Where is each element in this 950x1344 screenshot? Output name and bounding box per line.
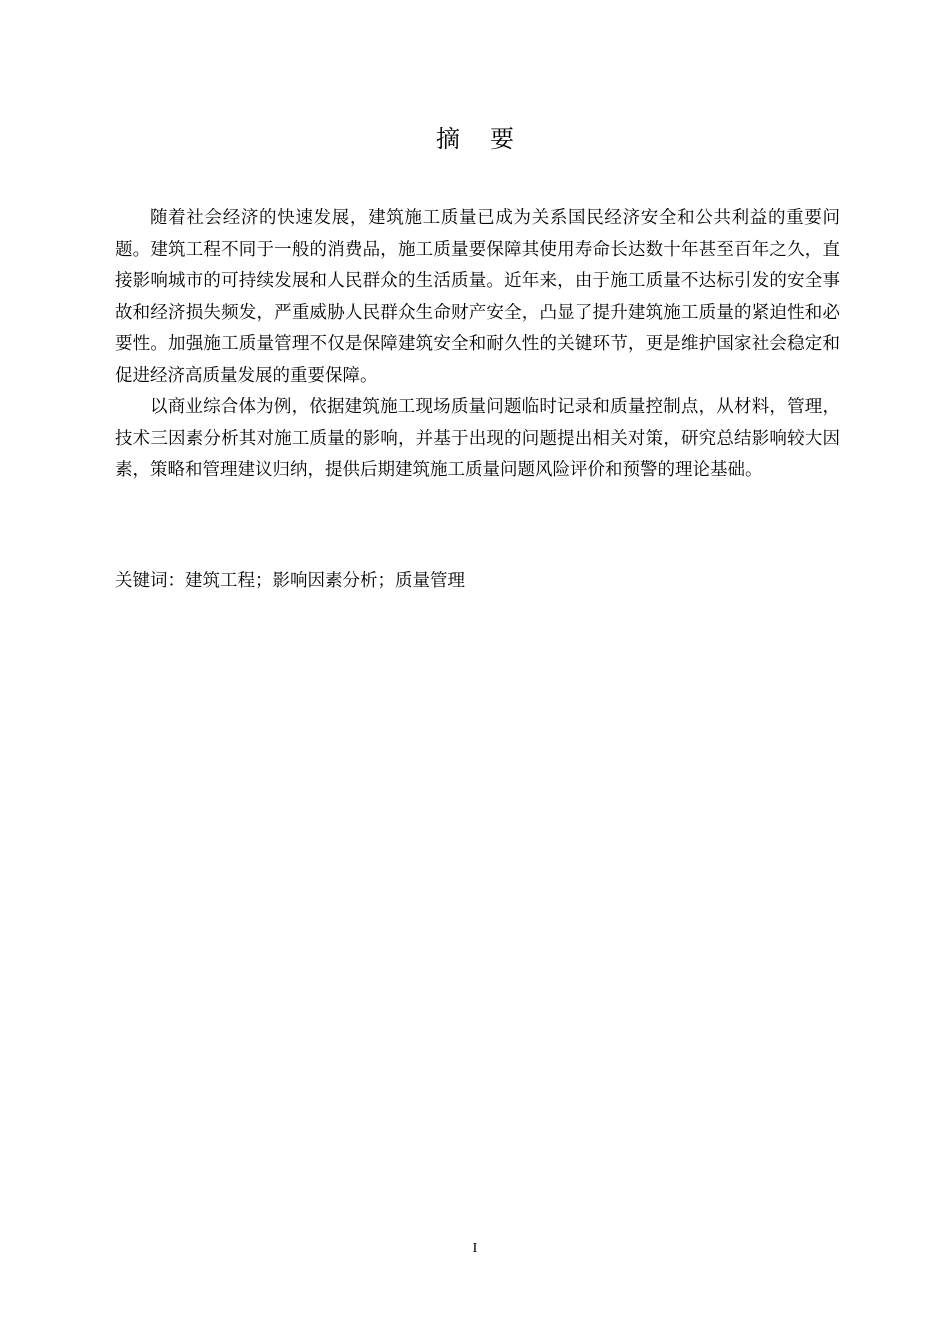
abstract-paragraph-2: 以商业综合体为例，依据建筑施工现场质量问题临时记录和质量控制点，从材料，管理，技术三因素分析其对施工质量的影响，并基于出现的问题提出相关对策，研究总结影响较大因素，策略和管理建议归纳，提供后期建筑施工质量问题风险评价和预警的理论基础。 (115, 397, 840, 480)
abstract-body (115, 203, 840, 487)
page-number: I (472, 1241, 478, 1256)
keywords-line (115, 567, 840, 595)
keywords-label: 关键词： (115, 571, 185, 591)
keywords-text: 建筑工程；影响因素分析；质量管理 (185, 571, 465, 591)
abstract-title: 摘要 (436, 125, 544, 153)
abstract-paragraph-1: 随着社会经济的快速发展，建筑施工质量已成为关系国民经济安全和公共利益的重要问题。建筑工程不同于一般的消费品，施工质量要保障其使用寿命长达数十年甚至百年之久，直接影响城市的可持续发展和人民群众的生活质量。近年来，由于施工质量不达标引发的安全事故和经济损失频发，严重威胁人民群众生命财产安全，凸显了提升建筑施工质量的紧迫性和必要性。加强施工质量管理不仅是保障建筑安全和耐久性的关键环节，更是维护国家社会稳定和促进经济高质量发展的重要保障。 (115, 208, 840, 386)
